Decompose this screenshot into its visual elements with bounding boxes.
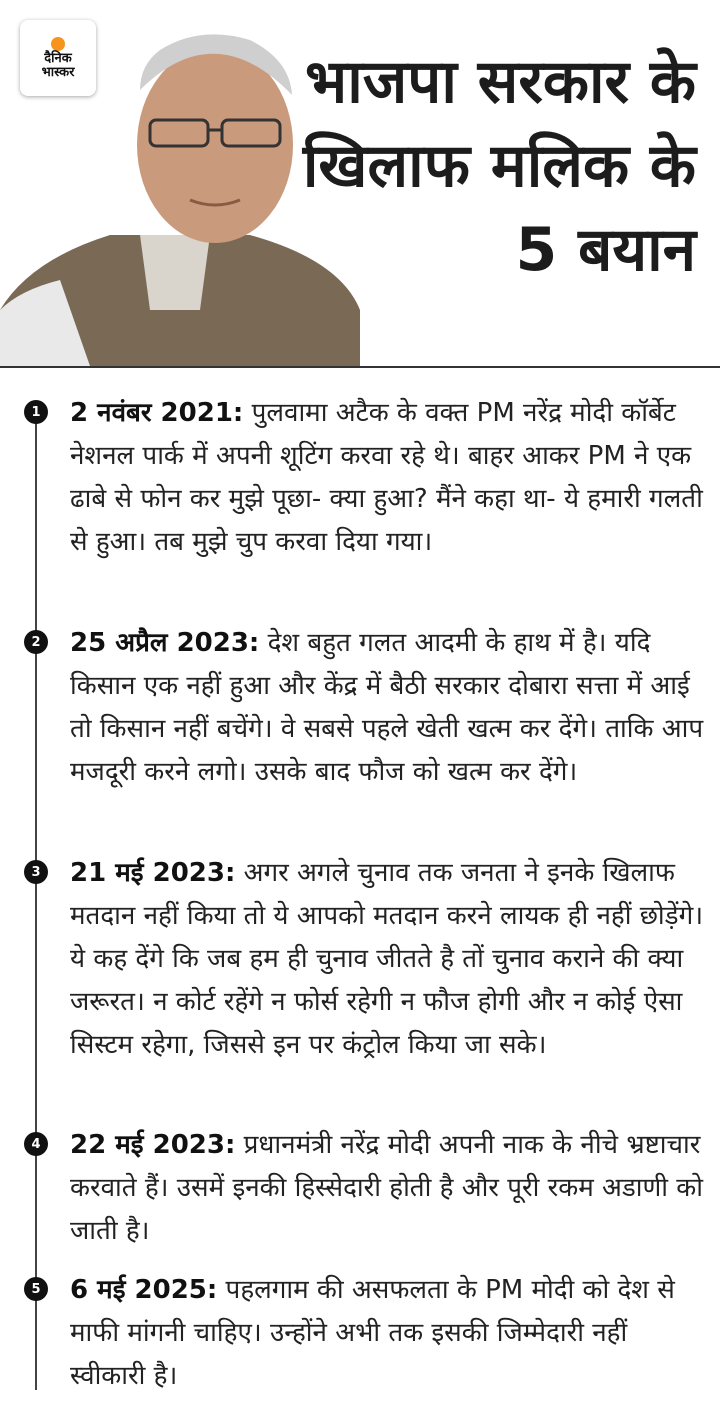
sun-icon — [51, 37, 65, 51]
header-divider — [0, 366, 720, 368]
number-badge: 5 — [24, 1277, 48, 1301]
page-title: भाजपा सरकार के खिलाफ मलिक के 5 बयान — [302, 47, 696, 285]
statement-text: 22 मई 2023: प्रधानमंत्री नरेंद्र मोदी अपनी नाक के नीचे भ्रष्टाचार करवाते हैं। उसमें इनकी हिस्सेदारी होती है और पूरी रकम अडाणी को जाती है। — [70, 1130, 704, 1246]
statement-date: 25 अप्रैल 2023: — [70, 628, 260, 658]
number-badge: 3 — [24, 860, 48, 884]
timeline-line — [35, 412, 37, 1390]
statement-date: 22 मई 2023: — [70, 1130, 236, 1160]
statement-date: 2 नवंबर 2021: — [70, 398, 244, 428]
statement-text: 25 अप्रैल 2023: देश बहुत गलत आदमी के हाथ में है। यदि किसान एक नहीं हुआ और केंद्र में बैठी सरकार दोबारा सत्ता में आई तो किसान नहीं बचेंगे। वे सबसे पहले खेती खत्म कर देंगे। ताकि आप मजदूरी करने लगो। उसके बाद फौज को खत्म कर देंगे। — [70, 628, 704, 787]
statement-date: 21 मई 2023: — [70, 858, 236, 888]
dainik-bhaskar-logo: दैनिक भास्कर — [20, 20, 96, 96]
statement-text: 2 नवंबर 2021: पुलवामा अटैक के वक्त PM नरेंद्र मोदी कॉर्बेट नेशनल पार्क में अपनी शूटिंग करवा रहे थे। बाहर आकर PM ने एक ढाबे से फोन कर मुझे पूछा- क्या हुआ? मैंने कहा था- ये हमारी गलती से हुआ। तब मुझे चुप करवा दिया गया। — [70, 398, 703, 557]
header — [0, 0, 720, 366]
statement-text: 6 मई 2025: पहलगाम की असफलता के PM मोदी को देश से माफी मांगनी चाहिए। उन्होंने अभी तक इसकी जिम्मेदारी नहीं स्वीकारी है। — [70, 1275, 675, 1391]
number-badge: 2 — [24, 630, 48, 654]
number-badge: 4 — [24, 1132, 48, 1156]
statement-text: 21 मई 2023: अगर अगले चुनाव तक जनता ने इनके खिलाफ मतदान नहीं किया तो ये आपको मतदान करने लायक ही नहीं छोड़ेंगे। ये कह देंगे कि जब हम ही चुनाव जीतते है तों चुनाव कराने की क्या जरूरत। न कोर्ट रहेंगे न फोर्स रहेगी न फौज होगी और न कोई ऐसा सिस्टम रहेगा, जिससे इन पर कंट्रोल किया जा सके। — [70, 858, 704, 1060]
statement-date: 6 मई 2025: — [70, 1275, 218, 1305]
number-badge: 1 — [24, 400, 48, 424]
